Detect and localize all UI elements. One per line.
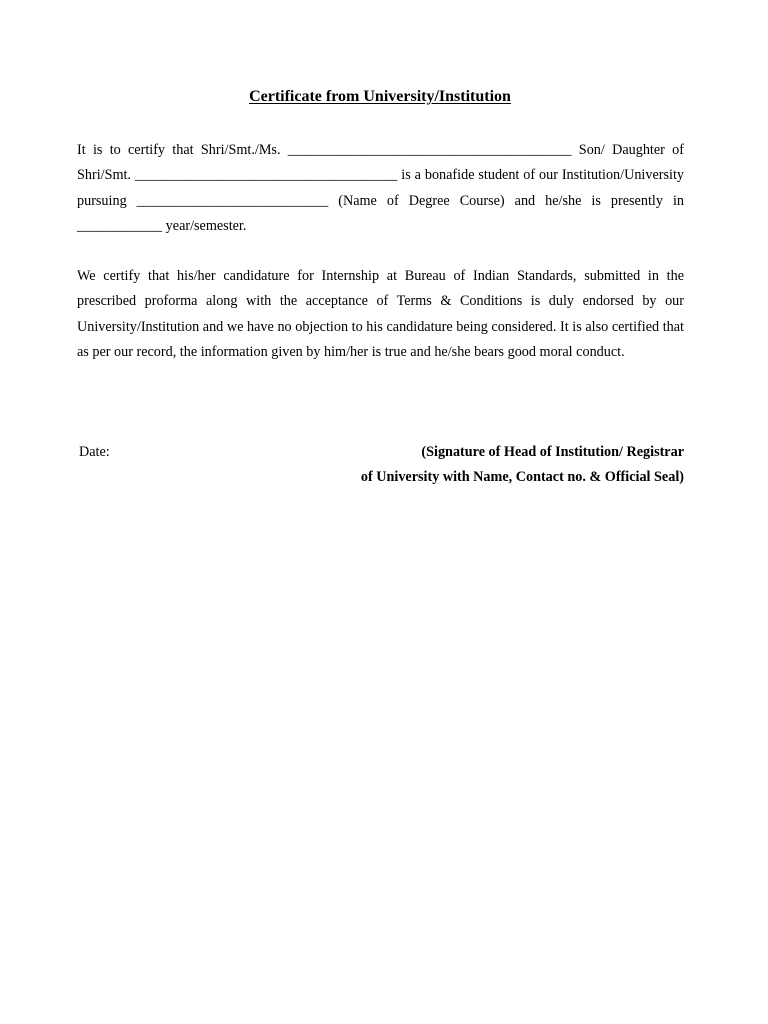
signature-line-2: of University with Name, Contact no. & Official Seal) <box>360 469 684 486</box>
date-label: Date: <box>79 444 110 460</box>
signature-block <box>264 440 684 491</box>
declaration-paragraph: We certify that his/her candidature for Internship at Bureau of Indian Standards, submitted in the prescribed proforma along with the acceptance of Terms & Conditions is duly endorsed by our University/Institution and we have no objection to his candidature being considered. It is also certified that as per our record, the information given by him/her is true and he/she bears good moral conduct. <box>77 268 684 360</box>
document-title: Certificate from University/Institution <box>249 88 511 105</box>
certification-paragraph: It is to certify that Shri/Smt./Ms. ________________________________________ Son/ Daughter of Shri/Smt. _____________________________________ is a bonafide student of our Institution/University pursuing ___________________________ (Name of Degree Course) and he/she is presently in ____________ year/semester. <box>77 142 684 234</box>
signature-line-1: (Signature of Head of Institution/ Registrar <box>421 444 684 460</box>
